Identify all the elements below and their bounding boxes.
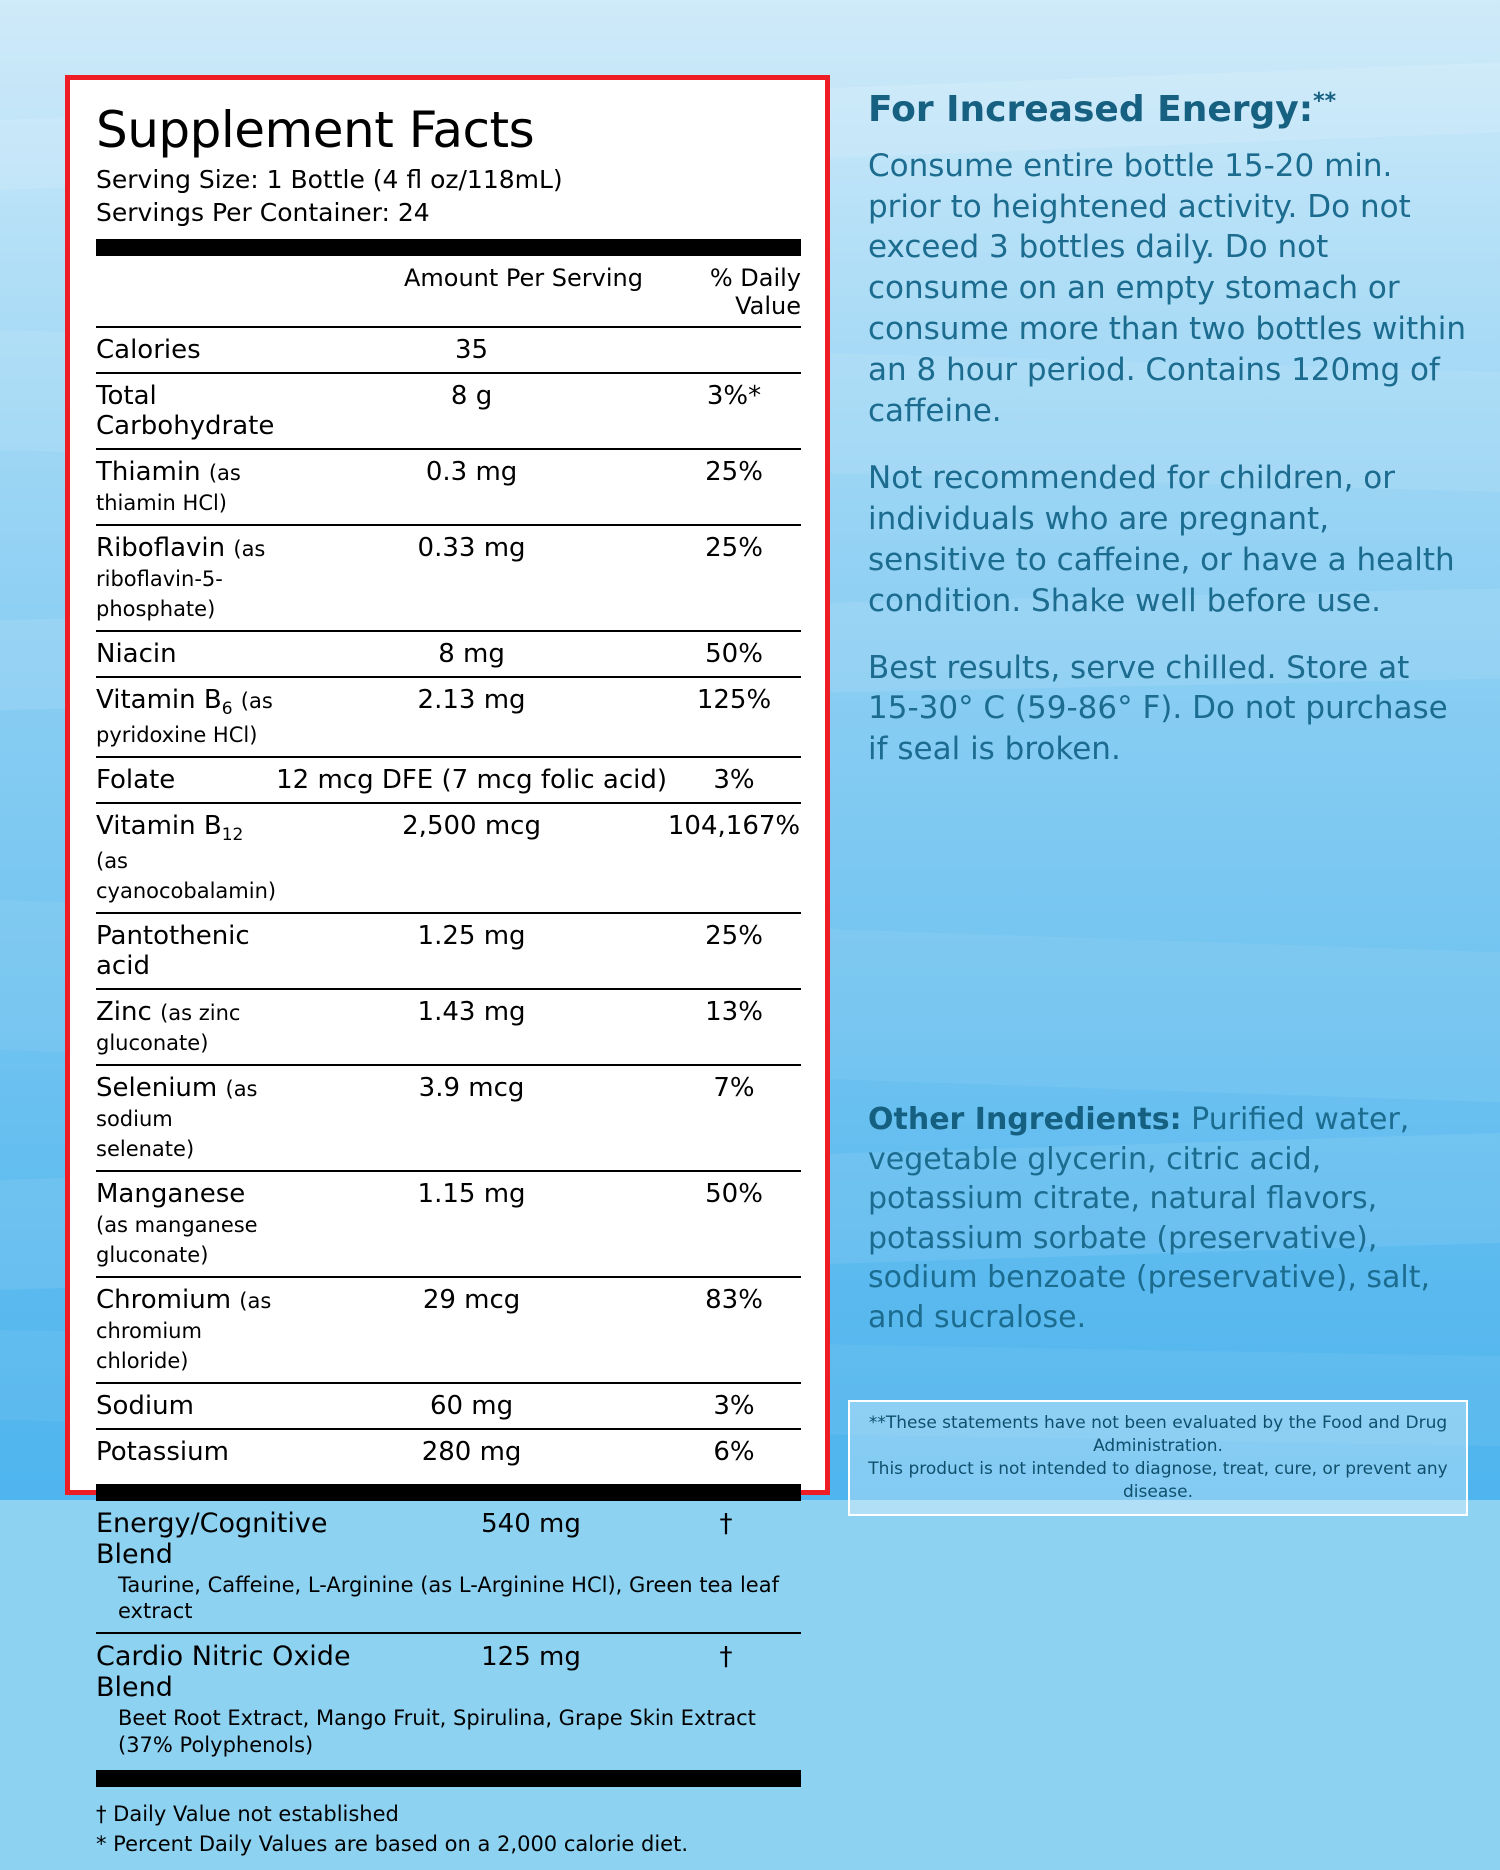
directions-heading <box>868 90 1468 130</box>
nutrient-detail: (as manganese gluconate) <box>96 1212 258 1267</box>
thick-divider <box>96 239 801 256</box>
nutrient-amount: 0.3 mg <box>276 449 667 525</box>
table-column-headers <box>96 256 801 326</box>
table-row <box>96 1065 801 1171</box>
nutrient-label: Thiamin <box>96 456 201 487</box>
nutrient-label: Chromium <box>96 1284 232 1315</box>
nutrient-daily-value: 3%* <box>667 373 801 449</box>
nutrient-name <box>96 525 276 631</box>
table-row <box>96 328 801 373</box>
blend-table-cardio <box>96 1634 801 1703</box>
nutrient-daily-value: 25% <box>667 449 801 525</box>
nutrient-name <box>96 803 276 913</box>
table-row <box>96 449 801 525</box>
nutrient-amount: 29 mcg <box>276 1277 667 1383</box>
nutrient-amount: 12 mcg DFE (7 mcg folic acid) <box>276 757 667 803</box>
directions-paragraph-1: Consume entire bottle 15-20 min. prior to heightened activity. Do not exceed 3 bottles daily. Do not consume on an empty stomach or consume more than two bottles within an 8 hour period. Contains 120mg of caffeine. <box>868 147 1467 430</box>
nutrient-name <box>96 1383 276 1429</box>
other-ingredients-label: Other Ingredients: <box>868 1102 1182 1137</box>
supplement-facts-panel <box>65 75 830 1857</box>
thick-divider <box>96 1484 801 1501</box>
nutrient-daily-value <box>667 328 801 373</box>
nutrient-name <box>96 373 276 449</box>
other-ingredients-section <box>868 1100 1476 1338</box>
nutrient-amount: 2,500 mcg <box>276 803 667 913</box>
nutrient-name <box>96 989 276 1065</box>
nutrient-name <box>96 328 276 373</box>
nutrient-daily-value: 7% <box>667 1065 801 1171</box>
nutrient-amount: 1.43 mg <box>276 989 667 1065</box>
nutrient-name <box>96 757 276 803</box>
directions-heading-superscript: ** <box>1313 89 1337 114</box>
nutrient-daily-value: 3% <box>667 1383 801 1429</box>
servings-per-container: Servings Per Container: 24 <box>96 197 430 227</box>
nutrient-detail: (as pyridoxine HCl) <box>96 688 273 747</box>
other-ingredients-text: Purified water, vegetable glycerin, citric acid, potassium citrate, natural flavors, potassium sorbate (preservative), sodium benzoate (preservative), salt, and sucralose. <box>868 1102 1431 1335</box>
nutrient-name <box>96 631 276 677</box>
nutrient-name <box>96 1065 276 1171</box>
nutrient-detail: (as chromium chloride) <box>96 1288 272 1373</box>
table-row <box>96 803 801 913</box>
nutrient-amount: 3.9 mcg <box>276 1065 667 1171</box>
nutrient-label: Vitamin $B_{12}$ <box>96 810 244 845</box>
nutrient-amount: 8 g <box>276 373 667 449</box>
nutrient-label: Sodium <box>96 1390 194 1421</box>
directions-paragraph-2: Not recommended for children, or individuals who are pregnant, sensitive to caffeine, or have a health condition. Shake well before use. <box>868 459 1455 619</box>
nutrient-daily-value: 50% <box>667 1171 801 1277</box>
nutrient-amount: 8 mg <box>276 631 667 677</box>
footnotes <box>96 1787 801 1860</box>
nutrient-detail: (as cyanocobalamin) <box>96 848 277 903</box>
nutrient-amount: 35 <box>276 328 667 373</box>
nutrient-amount: 0.33 mg <box>276 525 667 631</box>
footnote-dagger: † Daily Value not established <box>96 1801 399 1826</box>
nutrient-amount: 2.13 mg <box>276 677 667 757</box>
table-row <box>96 1171 801 1277</box>
column-header-amount: Amount Per Serving <box>403 263 643 292</box>
nutrient-label: Riboflavin <box>96 532 226 563</box>
nutrient-detail: (as sodium selenate) <box>96 1076 258 1161</box>
blend-ingredients-cardio: Beet Root Extract, Mango Fruit, Spirulina, Grape Skin Extract (37% Polyphenols) <box>118 1706 756 1757</box>
nutrient-amount: 1.15 mg <box>276 1171 667 1277</box>
nutrient-name <box>96 1171 276 1277</box>
nutrient-table <box>96 328 801 1474</box>
blend-name: Cardio Nitric Oxide Blend <box>96 1641 351 1704</box>
blend-table-energy <box>96 1501 801 1570</box>
table-row <box>96 757 801 803</box>
directions-section <box>868 90 1468 796</box>
supplement-facts-title: Supplement Facts <box>96 101 535 159</box>
table-row <box>96 1277 801 1383</box>
nutrient-label: Manganese <box>96 1178 246 1209</box>
column-header-daily-value: % Daily Value <box>709 263 801 320</box>
nutrient-daily-value: 6% <box>713 1436 755 1467</box>
nutrient-label: Calories <box>96 334 201 365</box>
nutrient-label: Folate <box>96 764 176 795</box>
blend-amount: 540 mg <box>481 1508 581 1539</box>
blend-name: Energy/Cognitive Blend <box>96 1507 328 1570</box>
nutrient-label: Potassium <box>96 1436 229 1467</box>
table-row <box>96 913 801 989</box>
nutrient-daily-value: 83% <box>667 1277 801 1383</box>
nutrient-detail: (as thiamin HCl) <box>96 460 241 515</box>
disclaimer-line-2: This product is not intended to diagnose, treat, cure, or prevent any disease. <box>868 1458 1448 1502</box>
nutrient-daily-value: 125% <box>667 677 801 757</box>
disclaimer-line-1: **These statements have not been evaluated by the Food and Drug Administration. <box>868 1413 1448 1456</box>
fda-disclaimer <box>848 1400 1468 1516</box>
nutrient-daily-value: 13% <box>667 989 801 1065</box>
nutrient-detail: (as zinc gluconate) <box>96 1000 241 1055</box>
nutrient-name <box>96 1429 276 1474</box>
blend-daily-value: † <box>719 1508 733 1539</box>
table-row <box>96 631 801 677</box>
nutrient-label: Selenium <box>96 1072 218 1103</box>
table-row <box>96 1383 801 1429</box>
nutrient-name <box>96 913 276 989</box>
nutrient-daily-value: 25% <box>667 913 801 989</box>
table-row <box>96 1429 801 1474</box>
table-row <box>96 525 801 631</box>
nutrient-label: Pantothenic acid <box>96 920 250 981</box>
nutrient-label: Zinc <box>96 996 152 1027</box>
directions-heading-text: For Increased Energy: <box>868 89 1314 130</box>
table-row <box>96 1634 801 1703</box>
nutrient-amount: 60 mg <box>276 1383 667 1429</box>
table-row <box>96 373 801 449</box>
footnote-asterisk: * Percent Daily Values are based on a 2,000 calorie diet. <box>96 1832 688 1857</box>
nutrient-name <box>96 449 276 525</box>
nutrient-amount: 1.25 mg <box>276 913 667 989</box>
nutrient-daily-value: 50% <box>667 631 801 677</box>
nutrient-daily-value: 25% <box>667 525 801 631</box>
table-row <box>96 989 801 1065</box>
nutrient-label: Vitamin $B_6$ <box>96 684 233 719</box>
nutrient-label: Total Carbohydrate <box>96 380 275 441</box>
nutrient-name <box>96 1277 276 1383</box>
thick-divider <box>96 1770 801 1787</box>
blend-daily-value: † <box>719 1642 733 1673</box>
nutrient-label: Niacin <box>96 638 177 669</box>
table-row <box>96 1501 801 1570</box>
nutrient-detail: (as riboflavin-5-phosphate) <box>96 536 266 621</box>
serving-size: Serving Size: 1 Bottle (4 fl oz/118mL) <box>96 164 563 194</box>
nutrient-daily-value: 3% <box>667 757 801 803</box>
nutrient-daily-value: 104,167% <box>667 803 801 913</box>
nutrient-name <box>96 677 276 757</box>
nutrient-amount: 280 mg <box>421 1436 522 1467</box>
blend-ingredients-energy: Taurine, Caffeine, L-Arginine (as L-Arginine HCl), Green tea leaf extract <box>118 1572 779 1624</box>
blend-amount: 125 mg <box>481 1642 581 1673</box>
directions-paragraph-3: Best results, serve chilled. Store at 15-30° C (59-86° F). Do not purchase if seal is broken. <box>868 649 1448 768</box>
table-row <box>96 677 801 757</box>
